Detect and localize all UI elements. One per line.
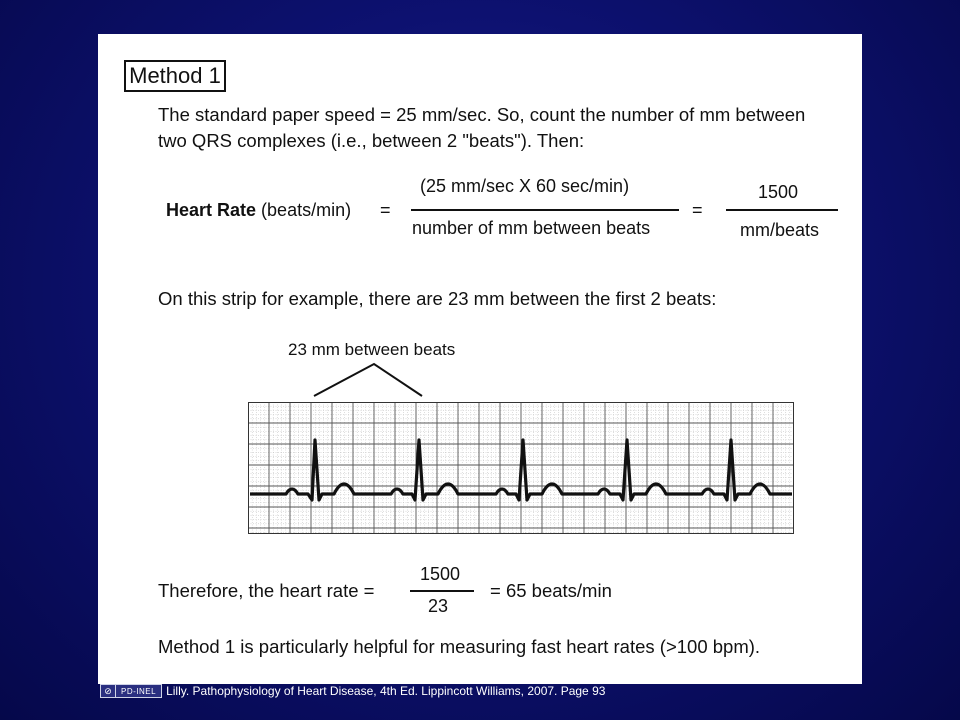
formula-equals-2: = bbox=[692, 200, 703, 220]
result-fraction-bar bbox=[410, 590, 474, 592]
result-prefix: Therefore, the heart rate = bbox=[158, 580, 375, 601]
example-line: On this strip for example, there are 23 mm between the first 2 beats: bbox=[158, 288, 717, 309]
ecg-trace bbox=[250, 440, 792, 500]
formula-denominator: number of mm between beats bbox=[412, 218, 651, 238]
result-numerator: 1500 bbox=[420, 564, 461, 584]
formula-numerator: (25 mm/sec X 60 sec/min) bbox=[420, 176, 630, 196]
formula-fraction-bar bbox=[411, 209, 679, 211]
formula-denominator-2: mm/beats bbox=[740, 220, 820, 240]
strip-label-bracket bbox=[308, 360, 428, 398]
formula-equals-1: = bbox=[380, 200, 391, 220]
license-badge-text: PD-INEL bbox=[121, 686, 157, 696]
formula-numerator-2: 1500 bbox=[758, 182, 799, 202]
public-domain-icon: ⊘ bbox=[101, 685, 116, 697]
strip-label: 23 mm between beats bbox=[288, 340, 456, 359]
document-page bbox=[98, 34, 862, 684]
formula-label-bold: Heart Rate bbox=[166, 200, 257, 220]
result-denominator: 23 bbox=[428, 596, 449, 616]
intro-line-1: The standard paper speed = 25 mm/sec. So, count the number of mm between bbox=[158, 104, 806, 125]
source-credit bbox=[100, 684, 605, 698]
license-badge bbox=[100, 684, 162, 698]
result-suffix: = 65 beats/min bbox=[490, 580, 612, 601]
formula-label-unit: (beats/min) bbox=[256, 200, 352, 220]
formula-fraction-bar-2 bbox=[726, 209, 838, 211]
formula-label bbox=[166, 200, 351, 221]
intro-line-2: two QRS complexes (i.e., between 2 "beats"). Then: bbox=[158, 130, 585, 151]
method-title: Method 1 bbox=[124, 60, 226, 92]
ecg-strip bbox=[248, 402, 794, 534]
credit-text: Lilly. Pathophysiology of Heart Disease, 4th Ed. Lippincott Williams, 2007. Page 93 bbox=[166, 684, 606, 698]
closing-line: Method 1 is particularly helpful for measuring fast heart rates (>100 bpm). bbox=[158, 636, 761, 657]
